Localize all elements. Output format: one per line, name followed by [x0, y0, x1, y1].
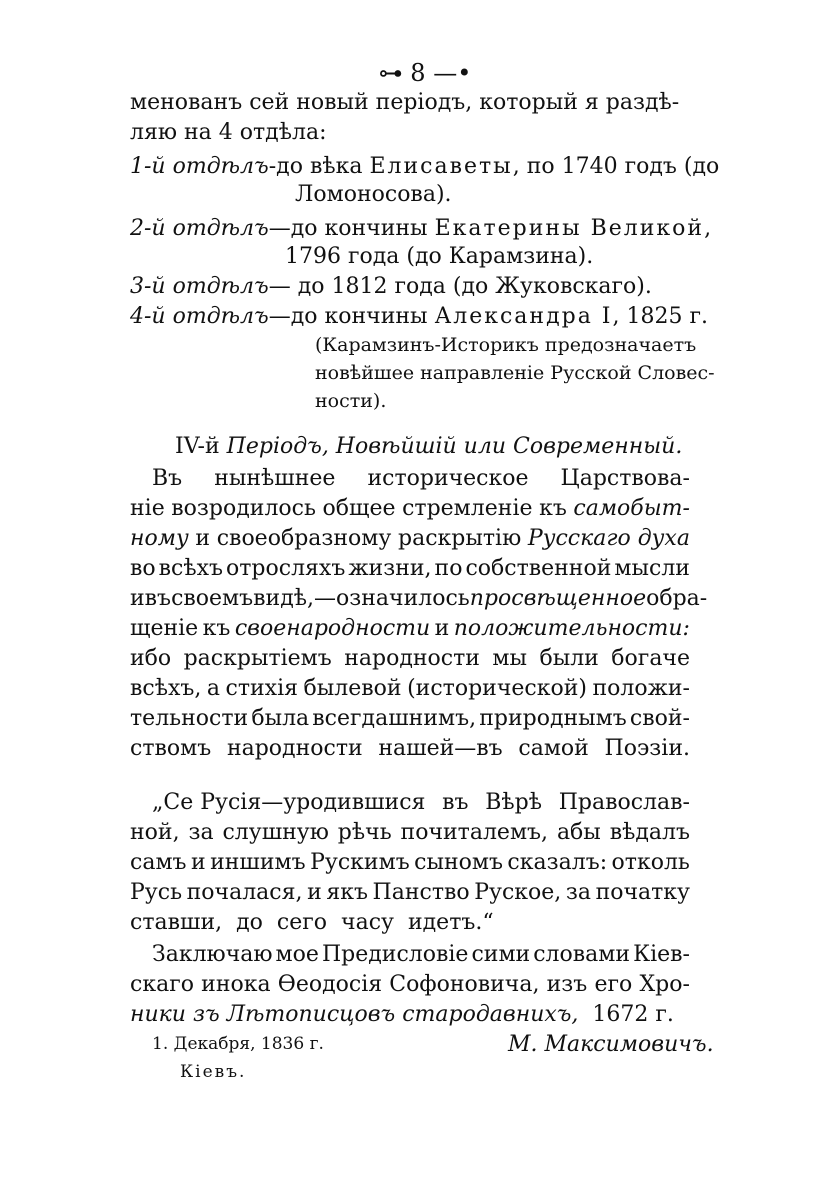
signature: М. Максимовичъ. — [508, 1032, 714, 1057]
p1-line-8: всѣхъ, а стихія былевой (исторической) положи- — [130, 676, 690, 701]
division-1-cont: Ломоносова). — [295, 182, 452, 207]
quote-line-1: „Се Русія—уродившися въ Вѣрѣ Православ- — [152, 790, 690, 815]
p1-line-5: и въ своемъ видѣ,—означилось просвѣщенное обра- — [130, 586, 708, 611]
p1-line-6: щеніе къ своенародности и положительности: — [130, 616, 690, 641]
division-2: 2-й отдѣлъ—до кончины Екатерины Великой, — [130, 216, 712, 241]
p1-line-10: ствомъ народности нашей—въ самой Поэзіи. — [130, 736, 690, 761]
intro-line-2: ляю на 4 отдѣла: — [130, 120, 327, 145]
page-number-value: 8 — [410, 59, 426, 87]
p1-line-9: тельности была всегдашнимъ, природнымъ свой- — [130, 706, 690, 731]
period-heading: IV-й Періодъ, Новѣйшій или Современный. — [175, 434, 683, 459]
division-4: 4-й отдѣлъ—до кончины Александра I, 1825 г. — [130, 304, 708, 329]
note-line-1: (Карамзинъ-Историкъ предозначаетъ — [315, 334, 697, 356]
closing-line-1: Заключаю мое Предисловіе сими словами Кіев- — [152, 942, 690, 967]
p1-line-2: ніе возродилось общее стремленіе къ самобыт- — [130, 496, 690, 521]
dash-ornament-right: —• — [425, 59, 472, 87]
division-1: 1-й отдѣлъ-до вѣка Елисаветы, по 1740 годъ (до — [130, 154, 720, 179]
division-3: 3-й отдѣлъ— до 1812 года (до Жуковскаго). — [130, 274, 652, 299]
closing-line-2: скаго инока Ѳеодосія Софоновича, изъ его Хро- — [130, 972, 690, 997]
p1-line-7: ибо раскрытіемъ народности мы были богаче — [130, 646, 690, 671]
p1-line-4: во всѣхъ отросляхъ жизни, по собственной мысли — [130, 556, 690, 581]
p1-line-3: ному и своеобразному раскрытію Русскаго духа — [130, 526, 690, 551]
place-line: Кіевъ. — [180, 1062, 247, 1082]
dash-ornament-left: ⊶ — [378, 59, 411, 87]
quote-line-4: Русь почалася, и якъ Панство Руское, за початку — [130, 880, 690, 905]
intro-line-1: менованъ сей новый періодъ, который я раздѣ- — [130, 90, 680, 115]
date-line: 1. Декабря, 1836 г. — [152, 1034, 324, 1054]
note-line-3: ности). — [315, 390, 387, 412]
quote-line-3: самъ и иншимъ Рускимъ сыномъ сказалъ: отколь — [130, 850, 690, 875]
p1-line-1: Въ нынѣшнее историческое Царствова- — [152, 466, 690, 491]
division-2-cont: 1796 года (до Карамзина). — [285, 244, 594, 269]
quote-line-5: ставши, до сего часу идетъ.“ — [130, 910, 494, 935]
closing-line-3: ники зъ Лѣтописцовъ стародавнихъ, 1672 г. — [130, 1002, 674, 1027]
note-line-2: новѣйшее направленіе Русской Словес- — [315, 362, 715, 384]
page-number — [360, 58, 490, 88]
quote-line-2: ной, за слушную рѣчь почиталемъ, абы вѣдалъ — [130, 820, 690, 845]
